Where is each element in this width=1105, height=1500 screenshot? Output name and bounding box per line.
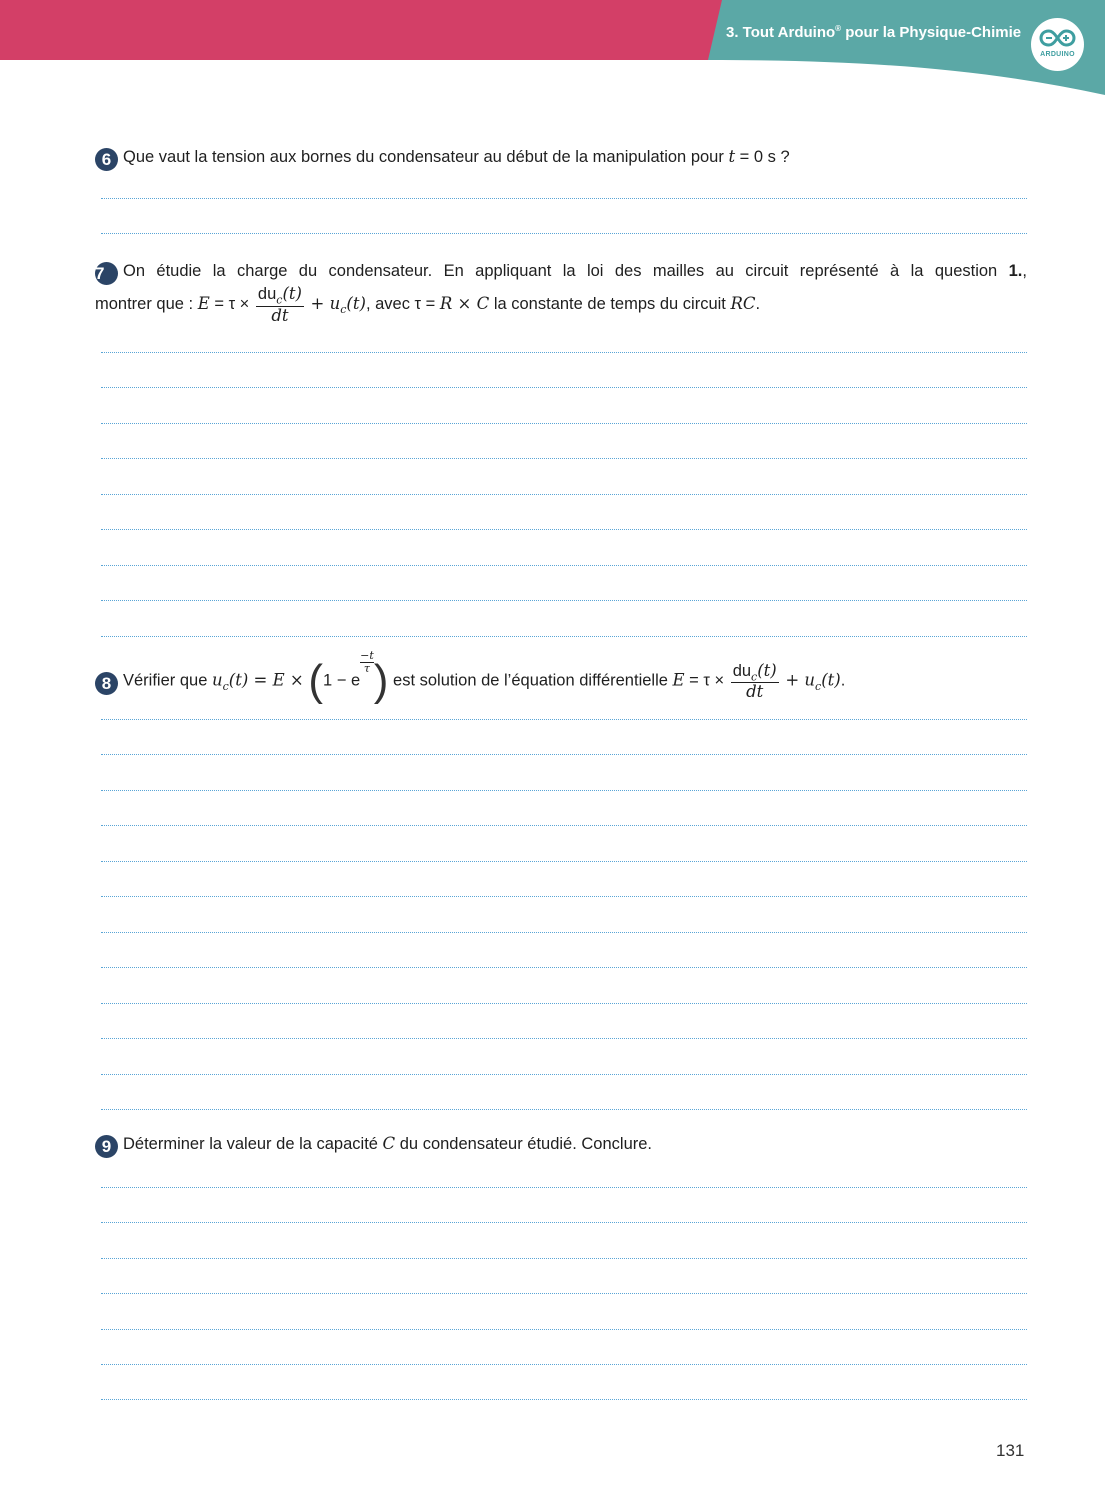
question-6: 6 Que vaut la tension aux bornes du condensateur au début de la manipulation pour t = 0 s ? xyxy=(95,141,1027,173)
answer-line xyxy=(101,967,1027,968)
answer-line xyxy=(101,719,1027,720)
answer-line xyxy=(101,1222,1027,1223)
answer-line xyxy=(101,600,1027,601)
answer-line xyxy=(101,458,1027,459)
question-number-badge: 7 xyxy=(95,262,118,285)
exponent-fraction: $\frac{-t}{\tau}$ xyxy=(360,649,374,675)
question-7 xyxy=(95,255,1027,326)
answer-line xyxy=(101,1003,1027,1004)
header-banner xyxy=(0,0,1105,100)
answer-line xyxy=(101,754,1027,755)
answer-line xyxy=(101,1329,1027,1330)
left-parenthesis: ( xyxy=(308,656,323,706)
answer-line xyxy=(101,1038,1027,1039)
answer-line xyxy=(101,1293,1027,1294)
answer-line xyxy=(101,233,1027,234)
question-7-line1: 7 On étudie la charge du condensateur. En appliquant la loi des mailles au circuit représenté à la question 1., xyxy=(95,262,1027,283)
answer-line xyxy=(101,198,1027,199)
answer-line xyxy=(101,352,1027,353)
arduino-infinity-icon xyxy=(1039,28,1076,48)
answer-line xyxy=(101,636,1027,637)
answer-line xyxy=(101,423,1027,424)
answer-line xyxy=(101,1074,1027,1075)
answer-line xyxy=(101,387,1027,388)
question-number-badge: 9 xyxy=(95,1135,118,1158)
answer-line xyxy=(101,861,1027,862)
answer-line xyxy=(101,529,1027,530)
answer-line xyxy=(101,932,1027,933)
logo-text: ARDUINO xyxy=(1040,51,1075,58)
answer-line xyxy=(101,790,1027,791)
chapter-title: 3. Tout Arduino® pour la Physique-Chimie xyxy=(726,24,1022,41)
arduino-logo xyxy=(1031,18,1084,71)
answer-line xyxy=(101,1364,1027,1365)
answer-line xyxy=(101,1258,1027,1259)
answer-line xyxy=(101,1399,1027,1400)
answer-line xyxy=(101,1109,1027,1110)
answer-line xyxy=(101,565,1027,566)
answer-line xyxy=(101,896,1027,897)
answer-line xyxy=(101,1187,1027,1188)
question-7-line2: montrer que : E = τ × $\frac{du_c(t)}{dt}$ + $u_c(t)$, avec τ = R × C la constante de temps du circuit RC. xyxy=(95,284,761,325)
question-number-badge: 6 xyxy=(95,148,118,171)
answer-line xyxy=(101,825,1027,826)
answer-line xyxy=(101,494,1027,495)
question-8: 8 Vérifier que $u_c(t) = E \times (1 - e$ $\frac{-t}{\tau}$) est solution de l’équation différentielle E = τ × $\frac{du_c(t)}{dt}$ + $u_c(t)$. xyxy=(95,650,1027,714)
question-number-badge: 8 xyxy=(95,672,118,695)
page-number: 131 xyxy=(996,1441,1025,1460)
question-9: 9 Déterminer la valeur de la capacité C du condensateur étudié. Conclure. xyxy=(95,1128,1027,1160)
derivative-fraction: $\frac{du_c(t)}{dt}$ xyxy=(732,660,777,702)
derivative-fraction: $\frac{du_c(t)}{dt}$ xyxy=(257,284,302,325)
right-parenthesis: ) xyxy=(373,656,389,706)
